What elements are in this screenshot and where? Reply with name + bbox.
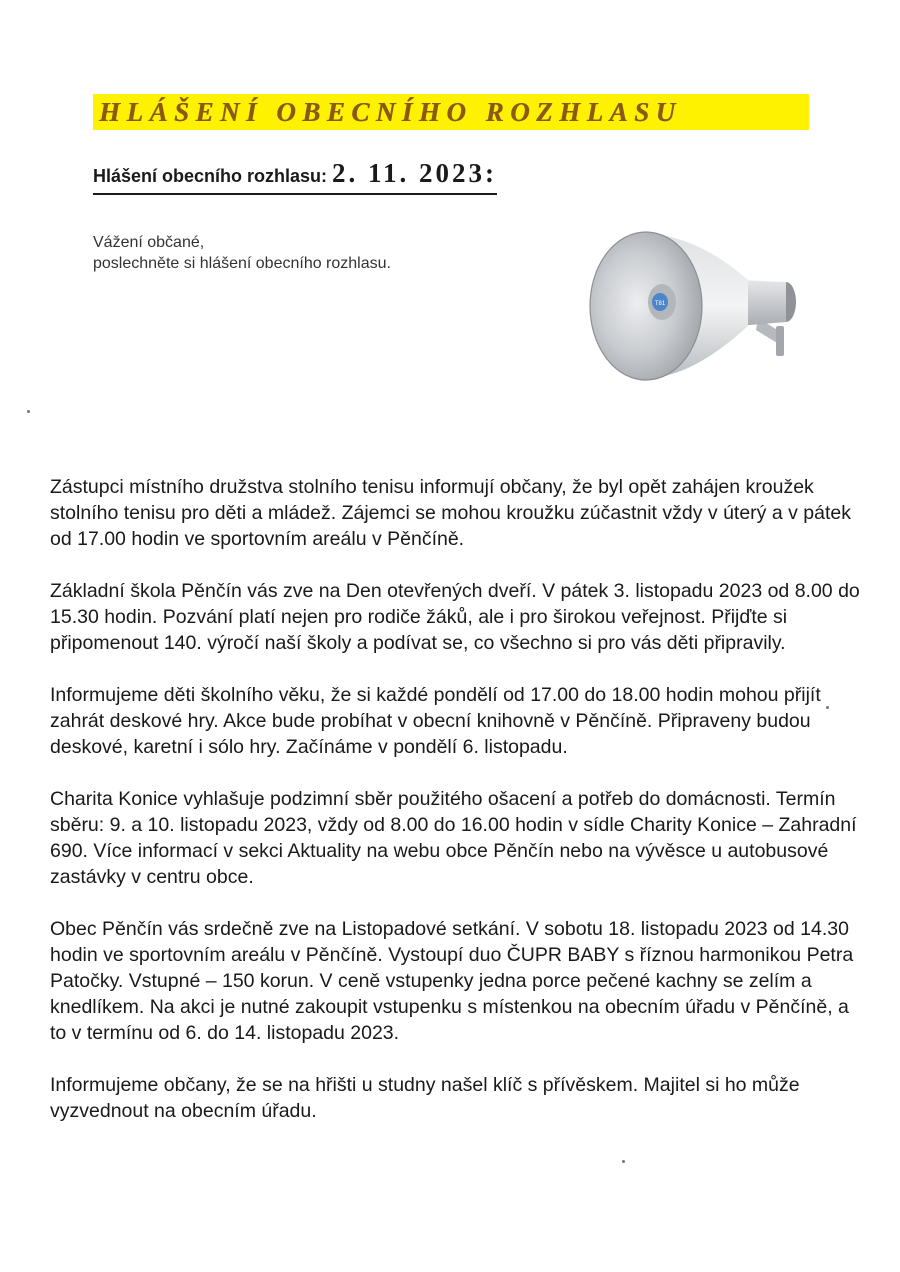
announcement-board-games: Informujeme děti školního věku, že si každé pondělí od 17.00 do 18.00 hodin mohou přijít zahrát deskové hry. Akce bude probíhat v obecní knihovně v Pěnčíně. Připraveny budou deskové, karetní i sólo hry. Začínáme v pondělí 6. listopadu. bbox=[50, 684, 821, 758]
page-title: HLÁŠENÍ OBECNÍHO ROZHLASU bbox=[93, 94, 809, 130]
announcement-charity-collection: Charita Konice vyhlašuje podzimní sběr použitého ošacení a potřeb do domácnosti. Termín sběru: 9. a 10. listopadu 2023, vždy od 8.00 do 16.00 hodin v sídle Charity Konice – Zahradní 690. Více informací v sekci Aktuality na webu obce Pěnčín nebo na vývěsce u autobusové zastávky v centru obce. bbox=[50, 788, 857, 888]
greeting bbox=[93, 232, 413, 274]
announcement-open-day: Základní škola Pěnčín vás zve na Den otevřených dveří. V pátek 3. listopadu 2023 od 8.00 do 15.30 hodin. Pozvání platí nejen pro rodiče žáků, ale i pro širokou veřejnost. Přijďte si připomenout 140. výročí naší školy a podívat se, co všechno si pro vás děti připravily. bbox=[50, 580, 860, 654]
greeting-salutation: Vážení občané, bbox=[93, 234, 205, 251]
scan-speck bbox=[622, 1160, 625, 1163]
scan-speck bbox=[27, 410, 30, 413]
announcement-table-tennis: Zástupci místního družstva stolního tenisu informují občany, že byl opět zahájen kroužek stolního tenisu pro děti a mládež. Zájemci se mohou kroužku zúčastnit vždy v úterý a v pátek od 17.00 hodin ve sportovním areálu v Pěnčíně. bbox=[50, 476, 851, 550]
greeting-text: poslechněte si hlášení obecního rozhlasu. bbox=[93, 255, 391, 272]
megaphone-icon bbox=[588, 222, 810, 390]
announcement-date-heading bbox=[93, 158, 497, 195]
announcement-date: 2. 11. 2023: bbox=[332, 158, 498, 188]
announcements bbox=[50, 474, 860, 1150]
megaphone-badge: T81 bbox=[654, 301, 666, 307]
announcement-found-key: Informujeme občany, že se na hřišti u studny našel klíč s přívěskem. Majitel si ho může vyzvednout na obecním úřadu. bbox=[50, 1074, 800, 1122]
announcement-november-meeting: Obec Pěnčín vás srdečně zve na Listopadové setkání. V sobotu 18. listopadu 2023 od 14.30 hodin ve sportovním areálu v Pěnčíně. Vystoupí duo ČUPR BABY s říznou harmonikou Petra Patočky. Vstupné – 150 korun. V ceně vstupenky jedna porce pečené kachny se zelím a knedlíkem. Na akci je nutné zakoupit vstupenku s místenkou na obecním úřadu v Pěnčíně, a to v termínu od 6. do 14. listopadu 2023. bbox=[50, 918, 854, 1044]
heading-label: Hlášení obecního rozhlasu: bbox=[93, 166, 333, 186]
scan-speck bbox=[826, 706, 829, 709]
